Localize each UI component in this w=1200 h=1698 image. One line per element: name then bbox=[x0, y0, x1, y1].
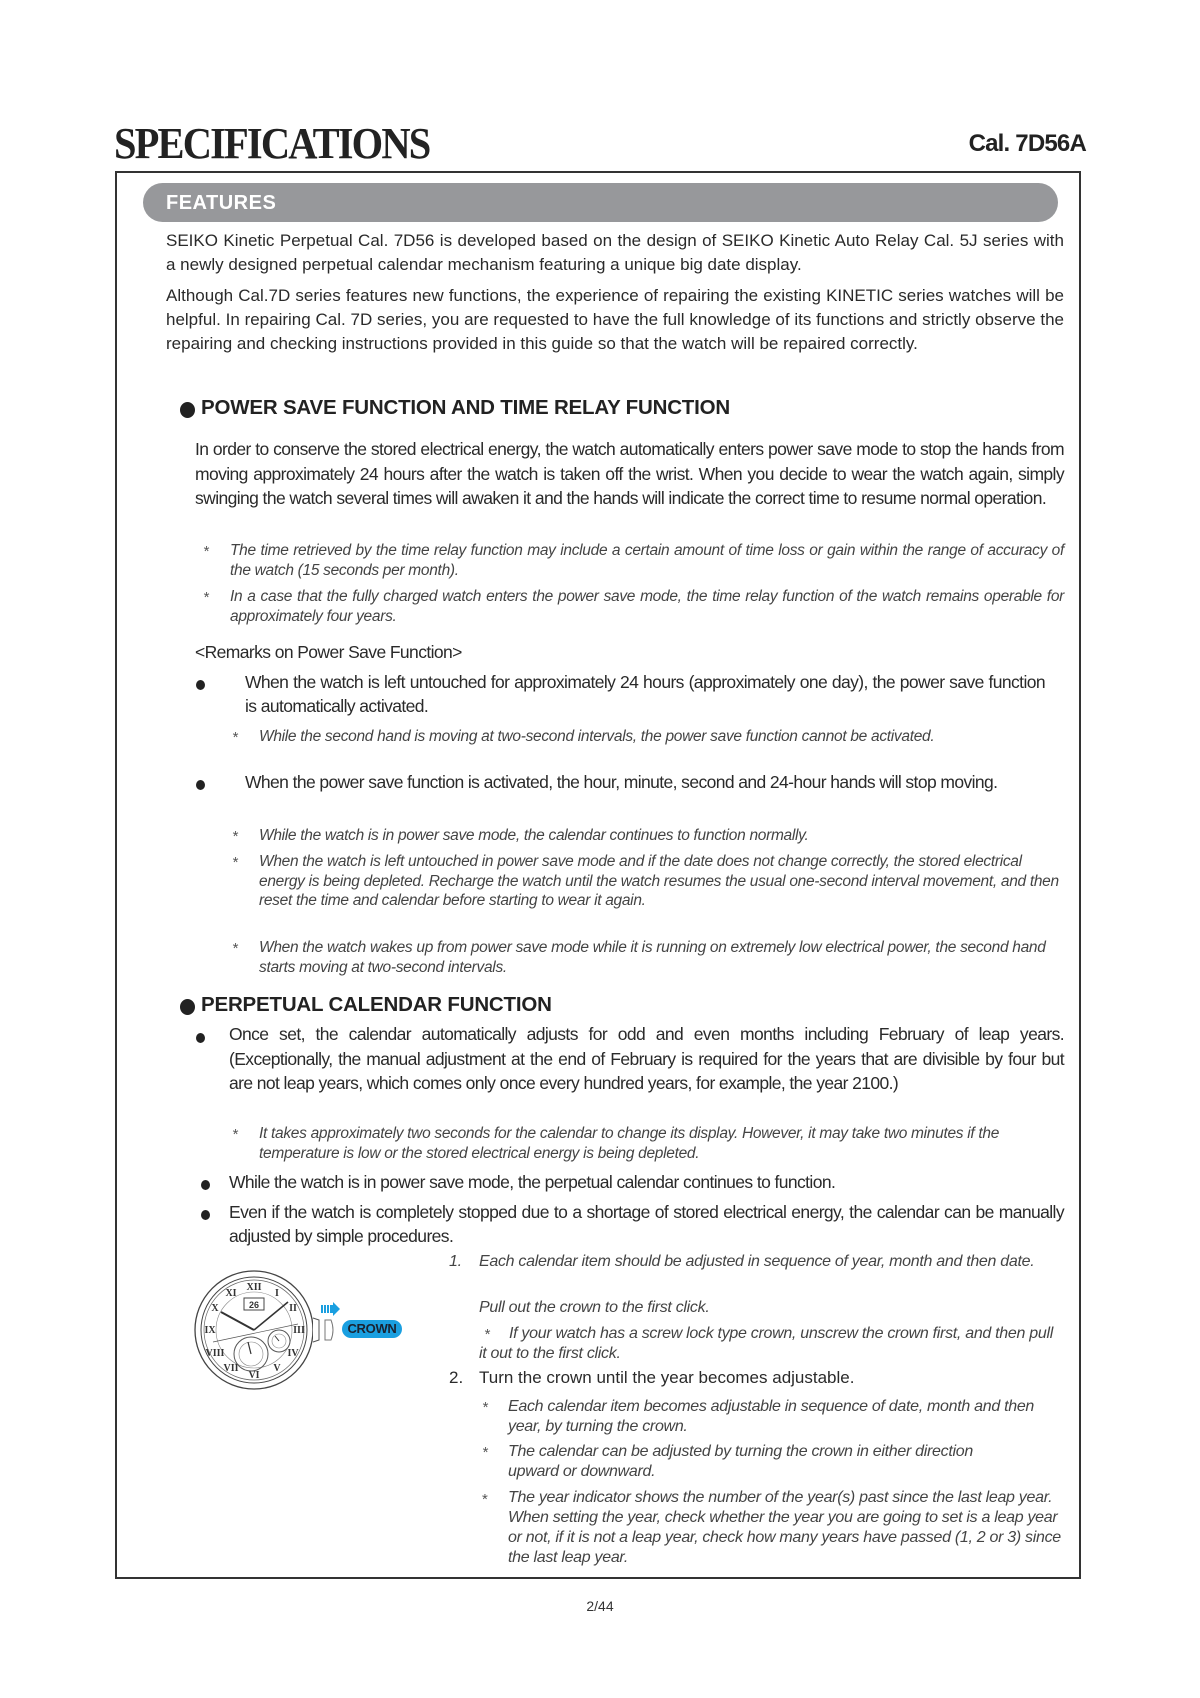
perpetual-note-1: It takes approximately two seconds for the calendar to change its display. However, it may take two minutes if the temperature is low or the stored electrical energy is being depleted. bbox=[259, 1125, 1000, 1162]
remark-2: When the power save function is activated, the hour, minute, second and 24-hour hands will stop moving. bbox=[245, 772, 998, 792]
svg-text:XII: XII bbox=[246, 1282, 262, 1293]
step-2-text: Turn the crown until the year becomes adjustable. bbox=[479, 1368, 855, 1387]
step-1-sub: Pull out the crown to the first click. bbox=[479, 1299, 710, 1316]
page-title: SPECIFICATIONS bbox=[114, 119, 430, 168]
note-asterisk: * bbox=[203, 543, 209, 560]
power-save-heading: POWER SAVE FUNCTION AND TIME RELAY FUNCTION bbox=[201, 396, 730, 419]
note-asterisk: * bbox=[484, 1326, 490, 1343]
bullet-icon bbox=[196, 780, 205, 790]
perpetual-calendar-heading: PERPETUAL CALENDAR FUNCTION bbox=[201, 993, 552, 1016]
svg-text:26: 26 bbox=[248, 1300, 260, 1310]
svg-text:VII: VII bbox=[223, 1363, 239, 1374]
features-heading: FEATURES bbox=[166, 192, 277, 214]
step-1-text: Each calendar item should be adjusted in sequence of year, month and then date. bbox=[479, 1253, 1035, 1270]
svg-text:IV: IV bbox=[287, 1348, 299, 1359]
crown-label-badge: CROWN bbox=[342, 1320, 402, 1338]
remark-2-note-1: While the watch is in power save mode, the calendar continues to function normally. bbox=[259, 827, 809, 844]
remark-1: When the watch is left untouched for approximately 24 hours (approximately one day), the power save function is automatically activated. bbox=[245, 672, 1045, 716]
svg-text:X: X bbox=[211, 1303, 219, 1314]
note-asterisk: * bbox=[232, 828, 238, 845]
bullet-icon bbox=[196, 1033, 205, 1043]
svg-text:IX: IX bbox=[204, 1325, 216, 1336]
remark-2-note-2: When the watch is left untouched in power save mode and if the date does not change correctly, the stored electrical energy is being depleted. Recharge the watch until the watch resumes the usual one-second interval movement, and then reset the time and calendar before starting to wear it again. bbox=[259, 853, 1059, 909]
intro-paragraph-1: SEIKO Kinetic Perpetual Cal. 7D56 is developed based on the design of SEIKO Kinetic Auto Relay Cal. 5J series with a newly designed perpetual calendar mechanism featuring a unique big date display. bbox=[166, 231, 1064, 274]
svg-text:III: III bbox=[293, 1325, 305, 1336]
power-save-note-2: In a case that the fully charged watch enters the power save mode, the time relay function of the watch remains operable for approximately four years. bbox=[230, 588, 1064, 625]
perpetual-bullet-2: While the watch is in power save mode, the perpetual calendar continues to function. bbox=[229, 1172, 836, 1192]
note-asterisk: * bbox=[203, 589, 209, 606]
bullet-icon bbox=[201, 1210, 210, 1220]
section-bullet-icon bbox=[180, 402, 195, 418]
note-asterisk: * bbox=[482, 1444, 488, 1461]
perpetual-bullet-1: Once set, the calendar automatically adjusts for odd and even months including February of leap years. (Exceptionally, the manual adjustment at the end of February is required for the years that are divisible by four but are not leap years, which comes only once every hundred years, for example, the year 2100.) bbox=[229, 1024, 1064, 1093]
remarks-title: <Remarks on Power Save Function> bbox=[195, 642, 462, 662]
step-2-note-1: Each calendar item becomes adjustable in sequence of date, month and then year, by turning the crown. bbox=[508, 1398, 1035, 1435]
features-header-bar bbox=[143, 183, 1058, 222]
section-bullet-icon bbox=[180, 999, 195, 1015]
remark-2-note-3: When the watch wakes up from power save mode while it is running on extremely low electrical power, the second hand starts moving at two-second intervals. bbox=[259, 939, 1046, 976]
step-1-note: If your watch has a screw lock type crown, unscrew the crown first, and then pull it out to the first click. bbox=[479, 1325, 1053, 1362]
step-number: 2. bbox=[449, 1368, 464, 1387]
note-asterisk: * bbox=[232, 1126, 238, 1143]
page-number: 2/44 bbox=[586, 1598, 614, 1614]
svg-text:VI: VI bbox=[248, 1370, 260, 1381]
svg-text:II: II bbox=[289, 1303, 297, 1314]
svg-text:V: V bbox=[273, 1363, 281, 1374]
step-2-note-3: The year indicator shows the number of the year(s) past since the last leap year. When setting the year, check whether the year you are going to set is a leap year or not, if it is not a leap year, check how many years have passed (1, 2 or 3) since the last leap year. bbox=[508, 1489, 1061, 1566]
note-asterisk: * bbox=[482, 1491, 488, 1508]
svg-text:I: I bbox=[275, 1288, 279, 1299]
remark-1-note: While the second hand is moving at two-second intervals, the power save function cannot be activated. bbox=[259, 728, 935, 745]
bullet-icon bbox=[196, 680, 205, 690]
perpetual-bullet-3: Even if the watch is completely stopped due to a shortage of stored electrical energy, the calendar can be manually adjusted by simple procedures. bbox=[229, 1202, 1064, 1246]
svg-text:VIII: VIII bbox=[205, 1348, 225, 1359]
note-asterisk: * bbox=[482, 1399, 488, 1416]
note-asterisk: * bbox=[232, 854, 238, 871]
svg-text:XI: XI bbox=[225, 1288, 237, 1299]
power-save-body: In order to conserve the stored electrical energy, the watch automatically enters power save mode to stop the hands from moving approximately 24 hours after the watch is taken off the wrist. When you decide to wear the watch again, simply swinging the watch several times will awaken it and the hands will indicate the correct time to resume normal operation. bbox=[195, 439, 1064, 508]
note-asterisk: * bbox=[232, 729, 238, 746]
caliber-label: Cal. 7D56A bbox=[968, 130, 1086, 157]
step-number: 1. bbox=[449, 1253, 462, 1270]
power-save-note-1: The time retrieved by the time relay function may include a certain amount of time loss or gain within the range of accuracy of the watch (15 seconds per month). bbox=[230, 542, 1064, 579]
bullet-icon bbox=[201, 1180, 210, 1190]
note-asterisk: * bbox=[232, 940, 238, 957]
step-2-note-2: The calendar can be adjusted by turning the crown in either direction upward or downward. bbox=[508, 1443, 973, 1480]
intro-paragraph-2: Although Cal.7D series features new functions, the experience of repairing the existing KINETIC series watches will be helpful. In repairing Cal. 7D series, you are requested to have the full knowledge of its functions and strictly observe the repairing and checking instructions provided in this guide so that the watch will be repaired correctly. bbox=[166, 286, 1064, 353]
